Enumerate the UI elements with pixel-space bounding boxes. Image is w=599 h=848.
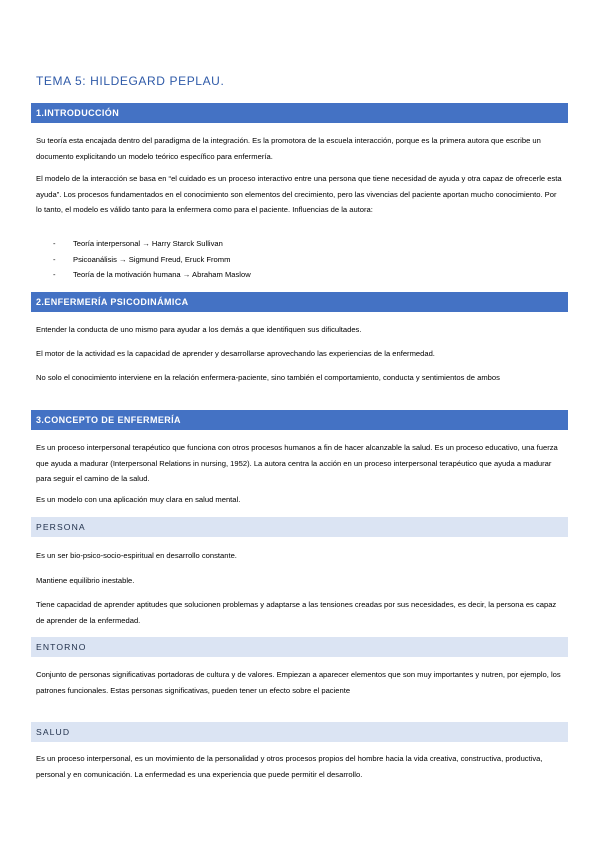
paragraph: Conjunto de personas significativas portadoras de cultura y de valores. Empiezan a aparecer elementos que son muy importantes y nutren, por ejemplo, los patrones funcionales. Estas personas significativas, pueden tener un efecto sobre el paciente — [36, 670, 561, 695]
section-heading-concepto-enfermeria: 3.CONCEPTO DE ENFERMERÍA — [31, 410, 568, 430]
paragraph: Tiene capacidad de aprender aptitudes que solucionen problemas y adaptarse a las tensiones creadas por sus necesidades, es decir, la persona es capaz de aprender de la enfermedad. — [36, 600, 557, 625]
subsection-heading-persona: PERSONA — [31, 517, 568, 537]
list-item: - Teoría interpersonal → Harry Starck Sullivan — [53, 236, 553, 252]
paragraph: Es un proceso interpersonal, es un movimiento de la personalidad y otros procesos propios del hombre hacia la vida creativa, constructiva, productiva, personal y en comunicación. La enfermedad es una experiencia que puede permitir el desarrollo. — [36, 754, 543, 779]
influences-list — [53, 236, 553, 283]
paragraph: Su teoría esta encajada dentro del paradigma de la integración. Es la promotora de la escuela interacción, porque es la primera autora que escribe un documento explicitando un modelo teórico específico para enfermería. — [36, 136, 541, 161]
subsection-heading-entorno: ENTORNO — [31, 637, 568, 657]
paragraph: Es un ser bio-psico-socio-espiritual en desarrollo constante. — [36, 551, 237, 560]
list-item: - Psicoanálisis → Sigmund Freud, Eruck Fromm — [53, 252, 553, 268]
list-item: - Teoría de la motivación humana → Abraham Maslow — [53, 267, 553, 283]
section-heading-introduccion: 1.INTRODUCCIÓN — [31, 103, 568, 123]
section-heading-enfermeria-psicodinamica: 2.ENFERMERÍA PSICODINÁMICA — [31, 292, 568, 312]
paragraph: Mantiene equilibrio inestable. — [36, 576, 135, 585]
paragraph: No solo el conocimiento interviene en la relación enfermera-paciente, sino también el comportamiento, conducta y sentimientos de ambos — [36, 373, 500, 382]
subsection-heading-salud: SALUD — [31, 722, 568, 742]
document-title: TEMA 5: HILDEGARD PEPLAU. — [36, 74, 225, 88]
paragraph: El motor de la actividad es la capacidad de aprender y desarrollarse aprovechando las experiencias de la enfermedad. — [36, 349, 435, 358]
paragraph: Es un modelo con una aplicación muy clara en salud mental. — [36, 495, 241, 504]
paragraph: Es un proceso interpersonal terapéutico que funciona con otros procesos humanos a fin de hacer alcanzable la salud. Es un proceso educativo, una fuerza que ayuda a madurar (Interpersonal Relations in nursing, 1952). La autora centra la acción en un proceso interpersonal terapéutico que ayuda a madurar para seguir el camino de la salud. — [36, 443, 558, 484]
paragraph: El modelo de la interacción se basa en “el cuidado es un proceso interactivo entre una persona que tiene necesidad de ayuda y otra capaz de ofrecerle esta ayuda”. Los procesos fundamentados en el conocimiento son elementos del crecimiento, pero las vivencias del paciente aportan mucho conocimiento. Por lo tanto, el modelo es válido tanto para la enfermera como para el paciente. Influencias de la autora: — [36, 174, 562, 215]
paragraph: Entender la conducta de uno mismo para ayudar a los demás a que identifiquen sus dificultades. — [36, 325, 362, 334]
